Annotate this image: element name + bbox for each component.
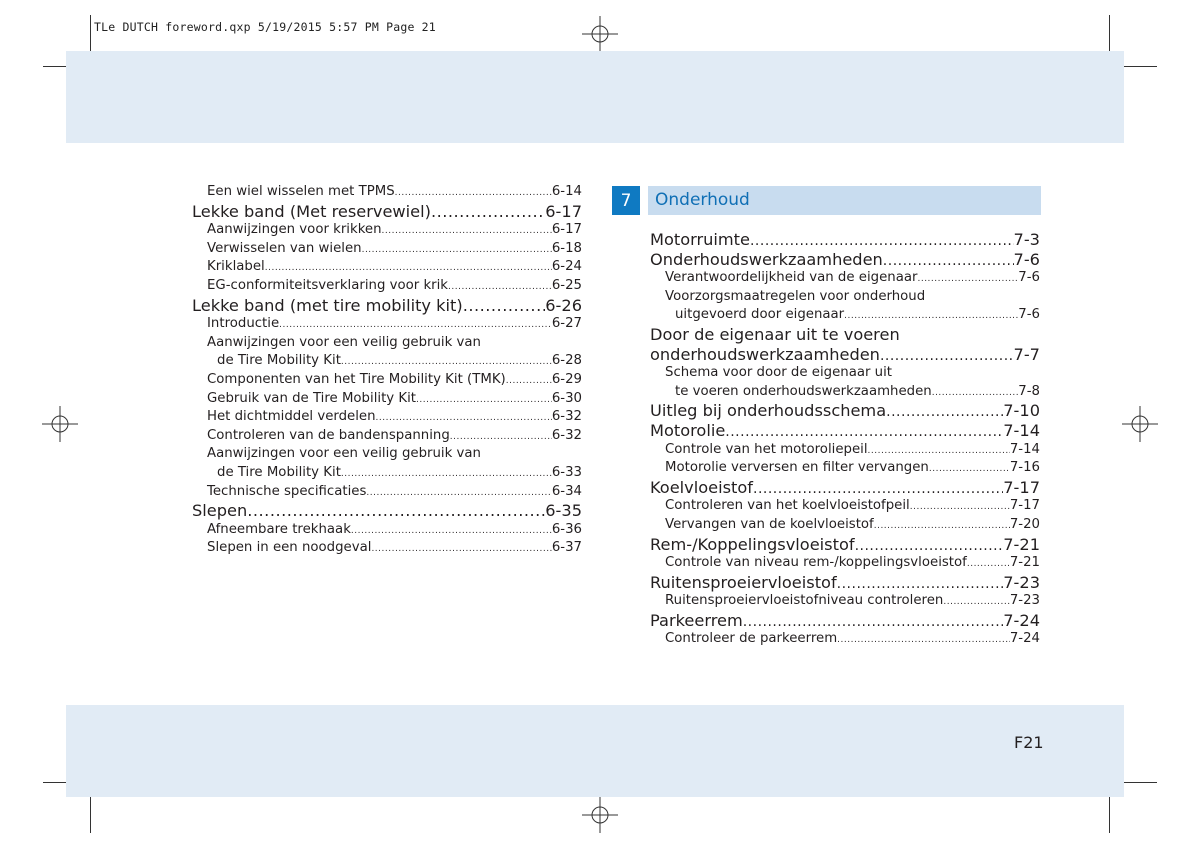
toc-chapter-entry[interactable] — [192, 501, 582, 521]
toc-subentry[interactable] — [192, 483, 582, 502]
toc-chapter-entry[interactable] — [650, 230, 1040, 250]
dot-leader — [450, 427, 552, 447]
toc-entry-title: Introductie — [207, 316, 280, 332]
toc-subentry[interactable] — [192, 277, 582, 296]
toc-entry-title: Een wiel wisselen met TPMS — [207, 184, 395, 199]
toc-subentry[interactable] — [192, 408, 582, 427]
toc-page-number: 7-8 — [1018, 383, 1040, 399]
toc-chapter-entry[interactable] — [650, 535, 1040, 555]
dot-leader — [750, 230, 1014, 252]
dot-leader — [967, 554, 1010, 574]
toc-page-number: 6-24 — [551, 259, 582, 275]
page-number: F21 — [1014, 733, 1044, 752]
dot-leader — [366, 483, 551, 503]
toc-page-number: 7-16 — [1009, 460, 1040, 476]
toc-chapter-entry[interactable] — [650, 250, 1040, 270]
toc-page-number: 7-23 — [1009, 593, 1040, 609]
dot-leader — [725, 421, 1003, 443]
toc-page-number: 6-34 — [551, 483, 582, 499]
toc-subentry[interactable] — [650, 554, 1040, 573]
toc-page-number: 6-17 — [545, 201, 582, 221]
toc-page-number: 6-26 — [545, 295, 582, 315]
toc-entry-title: Motorolie — [650, 420, 726, 440]
toc-page-number: 6-25 — [551, 277, 582, 293]
toc-entry-title: Technische specificaties — [207, 483, 367, 499]
toc-entry-title: uitgevoerd door eigenaar — [675, 307, 845, 323]
toc-chapter-entry[interactable] — [192, 296, 582, 316]
dot-leader — [883, 250, 1014, 272]
toc-entry-title: de Tire Mobility Kit — [217, 353, 341, 369]
toc-page-number: 7-21 — [1009, 555, 1040, 571]
section-number: 7 — [612, 186, 640, 215]
toc-page-number: 6-37 — [551, 540, 582, 556]
footer-band — [66, 705, 1124, 797]
toc-entry-title: Controleren van de bandenspanning — [207, 427, 450, 443]
toc-subentry[interactable] — [192, 371, 582, 390]
toc-entry-title: Ruitensproeiervloeistof — [650, 572, 837, 592]
toc-page-number: 6-35 — [545, 501, 582, 521]
toc-page-number: 7-3 — [1013, 230, 1040, 249]
toc-entry-first-line: Aanwijzingen voor een veilig gebruik van — [207, 334, 481, 350]
toc-entry-title: Afneembare trekhaak — [207, 521, 351, 537]
toc-subentry[interactable] — [192, 315, 582, 334]
toc-page-number: 7-17 — [1009, 498, 1040, 514]
toc-subentry[interactable] — [650, 592, 1040, 611]
registration-mark-icon — [42, 406, 78, 442]
toc-entry-title: Motorolie verversen en filter vervangen — [665, 460, 929, 476]
dot-leader — [753, 478, 1003, 500]
toc-entry-title: Componenten van het Tire Mobility Kit (TMK) — [207, 371, 506, 387]
print-slug: TLe DUTCH foreword.qxp 5/19/2015 5:57 PM Page 21 — [94, 20, 436, 34]
crop-mark — [1124, 66, 1157, 67]
toc-page-number: 6-27 — [551, 316, 582, 332]
dot-leader — [463, 296, 546, 316]
registration-mark-icon — [1122, 406, 1158, 442]
toc-entry-title: Aanwijzingen voor krikken — [207, 222, 382, 238]
dot-leader — [874, 516, 1010, 536]
toc-page-number: 7-7 — [1013, 344, 1040, 364]
dot-leader — [844, 306, 1018, 326]
toc-subentry[interactable] — [192, 464, 582, 483]
dot-leader — [743, 611, 1004, 633]
toc-chapter-entry[interactable] — [650, 611, 1040, 631]
toc-page-number: 6-32 — [551, 409, 582, 425]
toc-page-number: 6-18 — [551, 240, 582, 256]
toc-entry-title: Controle van niveau rem-/koppelingsvloeistof — [665, 555, 967, 571]
section-header — [612, 186, 1041, 215]
crop-mark — [1109, 15, 1110, 51]
toc-entry-first-line: Schema voor door de eigenaar uit — [665, 365, 893, 381]
toc-page-number: 6-14 — [551, 184, 582, 199]
toc-page-number: 7-23 — [1003, 572, 1040, 592]
toc-entry-title: Lekke band (met tire mobility kit) — [192, 295, 463, 315]
toc-entry-title: Controleer de parkeerrem — [665, 631, 838, 647]
header-band — [66, 51, 1124, 143]
dot-leader — [376, 408, 552, 428]
toc-page-number: 7-14 — [1003, 420, 1040, 440]
toc-subentry[interactable] — [650, 383, 1040, 402]
registration-mark-icon — [582, 797, 618, 833]
toc-subentry[interactable] — [192, 240, 582, 259]
toc-entry-title: Motorruimte — [650, 230, 750, 249]
dot-leader — [431, 202, 545, 222]
dot-leader — [247, 501, 545, 521]
toc-chapter-entry[interactable] — [650, 345, 1040, 365]
toc-entry-title: de Tire Mobility Kit — [217, 464, 341, 480]
toc-page-number: 7-6 — [1013, 249, 1040, 269]
dot-leader — [362, 240, 552, 260]
toc-page-number: 6-36 — [551, 521, 582, 537]
toc-entry-title: Controle van het motoroliepeil — [665, 441, 868, 457]
toc-entry-title: Controleren van het koelvloeistofpeil — [665, 498, 910, 514]
crop-mark — [1109, 797, 1110, 833]
toc-entry-title: Slepen in een noodgeval — [207, 540, 372, 556]
toc-entry-title: Vervangen van de koelvloeistof — [665, 516, 874, 532]
dot-leader — [855, 535, 1004, 557]
dot-leader — [395, 183, 552, 203]
toc-page-number: 7-24 — [1009, 631, 1040, 647]
toc-page-number: 6-17 — [551, 222, 582, 238]
toc-subentry[interactable] — [192, 427, 582, 446]
dot-leader — [932, 383, 1019, 403]
toc-chapter-entry[interactable] — [650, 478, 1040, 498]
toc-page-number: 7-6 — [1018, 270, 1040, 286]
toc-page-number: 7-10 — [1003, 401, 1040, 421]
toc-entry-title: Parkeerrem — [650, 610, 743, 630]
toc-subentry[interactable] — [650, 306, 1040, 325]
toc-entry-title: Onderhoudswerkzaamheden — [650, 249, 883, 269]
dot-leader — [886, 401, 1003, 423]
dot-leader — [506, 371, 552, 391]
toc-chapter-entry[interactable] — [650, 421, 1040, 441]
toc-entry-title: EG-conformiteitsverklaring voor krik — [207, 277, 449, 293]
dot-leader — [341, 352, 552, 372]
toc-entry-title: Rem-/Koppelingsvloeistof — [650, 534, 855, 554]
toc-subentry[interactable] — [192, 539, 582, 558]
toc-entry-title: Kriklabel — [207, 259, 265, 275]
toc-page-number: 7-24 — [1003, 610, 1040, 630]
dot-leader — [416, 390, 552, 410]
toc-entry-first-line: Voorzorgsmaatregelen voor onderhoud — [665, 288, 926, 304]
toc-entry-title: Uitleg bij onderhoudsschema — [650, 401, 887, 421]
toc-entry-first-line: Aanwijzingen voor een veilig gebruik van — [207, 446, 481, 462]
toc-subentry[interactable] — [650, 459, 1040, 478]
dot-leader — [265, 258, 552, 278]
toc-entry-title: Verwisselen van wielen — [207, 240, 362, 256]
toc-subentry[interactable] — [192, 221, 582, 240]
dot-leader — [279, 315, 552, 335]
toc-left-column — [192, 183, 582, 558]
toc-entry-first-line: Door de eigenaar uit te voeren — [650, 324, 900, 344]
dot-leader — [351, 521, 552, 541]
dot-leader — [880, 345, 1014, 367]
toc-subentry[interactable] — [192, 258, 582, 277]
toc-entry-title: onderhoudswerkzaamheden — [650, 344, 880, 364]
toc-entry-title: te voeren onderhoudswerkzaamheden — [675, 383, 932, 399]
toc-chapter-entry[interactable] — [192, 202, 582, 222]
dot-leader — [837, 630, 1010, 650]
dot-leader — [382, 221, 552, 241]
toc-page-number: 6-29 — [551, 371, 582, 387]
crop-mark — [1124, 782, 1157, 783]
toc-subentry[interactable] — [192, 352, 582, 371]
toc-page-number: 7-6 — [1018, 307, 1040, 323]
toc-entry-title: Ruitensproeiervloeistofniveau controleren — [665, 593, 944, 609]
registration-mark-icon — [582, 16, 618, 52]
dot-leader — [929, 459, 1010, 479]
section-title: Onderhoud — [648, 186, 1041, 215]
toc-chapter-entry[interactable] — [650, 401, 1040, 421]
toc-subentry[interactable] — [192, 521, 582, 540]
toc-entry-title: Slepen — [192, 501, 248, 521]
toc-subentry[interactable] — [650, 269, 1040, 288]
crop-mark — [90, 797, 91, 833]
toc-entry-title: Verantwoordelijkheid van de eigenaar — [665, 270, 918, 286]
toc-entry-title: Gebruik van de Tire Mobility Kit — [207, 390, 417, 406]
toc-subentry[interactable] — [650, 630, 1040, 649]
toc-page-number: 7-20 — [1009, 516, 1040, 532]
dot-leader — [910, 497, 1010, 517]
toc-right-column — [650, 230, 1040, 649]
toc-page-number: 7-17 — [1003, 477, 1040, 497]
toc-entry-title: Lekke band (Met reservewiel) — [192, 201, 431, 221]
dot-leader — [837, 573, 1004, 595]
toc-page-number: 7-14 — [1009, 441, 1040, 457]
toc-page-number: 6-32 — [551, 427, 582, 443]
toc-entry-title: Het dichtmiddel verdelen — [207, 409, 376, 425]
dot-leader — [917, 269, 1018, 289]
toc-subentry[interactable] — [192, 390, 582, 409]
toc-page-number: 7-21 — [1003, 534, 1040, 554]
toc-subentry[interactable] — [650, 516, 1040, 535]
toc-entry-title: Koelvloeistof — [650, 477, 753, 497]
toc-page-number: 6-30 — [551, 390, 582, 406]
toc-subentry[interactable] — [650, 441, 1040, 460]
toc-page-number: 6-33 — [551, 464, 582, 480]
crop-mark — [90, 15, 91, 51]
toc-subentry[interactable] — [650, 497, 1040, 516]
dot-leader — [341, 464, 552, 484]
dot-leader — [371, 539, 551, 559]
dot-leader — [448, 277, 552, 297]
dot-leader — [943, 592, 1009, 612]
toc-page-number: 6-28 — [551, 353, 582, 369]
dot-leader — [868, 441, 1010, 461]
toc-subentry[interactable] — [192, 183, 582, 202]
toc-chapter-entry[interactable] — [650, 573, 1040, 593]
